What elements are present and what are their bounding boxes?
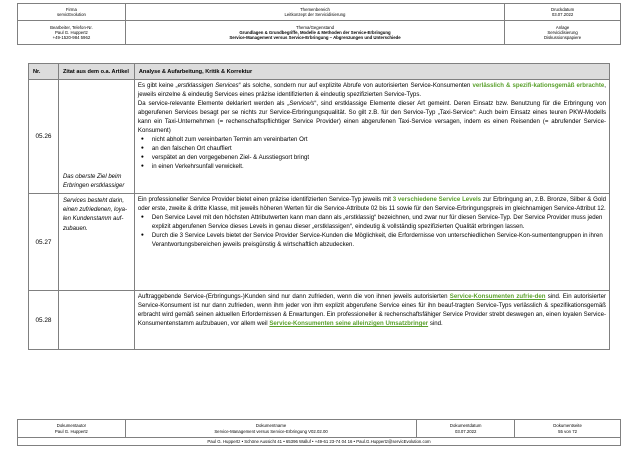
doc-name-value: Service-Management versus Service-Erbringung V02.02.00 xyxy=(214,428,328,434)
page-footer xyxy=(17,419,621,446)
attachment-value-2: Diskussionspapiere xyxy=(543,35,582,41)
analysis-paragraph: Da service-relevante Elemente deklariert werden als „Service/s“, sind erstklassige Elemente dieser Art gemeint. Deren Einsatz bzw. Benutzung für die Erbringung von abgerufenen Services besagt per se nichts zur Service-Erbringungsqualität. So gilt z.B. für den Service-Typ „Taxi-Service“: Auch beim Einsatz eines teuren PKW-Modells kann ein Taxi-Unternehmen (= rechenschaftspflichtiger Service Provider) einen abgerufenen Taxi-Service versagen, indem es einen Reisenden (= abrufender Service-Konsument) xyxy=(137,100,607,134)
doc-page-value: 55 von 72 xyxy=(558,428,577,434)
attachment-label: Anlage xyxy=(555,24,570,30)
company-cell xyxy=(18,4,126,21)
subject-cell xyxy=(125,21,504,45)
author-name: Paul G. Huppertz xyxy=(54,29,88,35)
bullet-list xyxy=(138,135,606,171)
analysis-paragraph: Auftraggebende Service-(Erbringungs-)Kunden sind nur dann zufrieden, wenn die von ihnen jeweils autorisierten Service-Konsumenten zufrie-den sind. Ein autorisierter Service-Konsument ist nur dann zufrieden, wenn ihm jeder von ihm explizit abgerufene Service eines für ihn beauf-tragten Service-Typs verlässlich & spezifikationsgemäß erbracht wird gemäß seinen aktuellen Erfordernissen & Erwartungen. Ein professioneller & rechenschaftsfähiger Service Provider strebt deswegen an, einen loyalen Service-Konsumentenstamm aufzubauen, vor allem weil Service-Konsumenten seine alleinzigen Umsatzbringer sind. xyxy=(137,293,606,327)
analysis-cell xyxy=(134,194,609,291)
quote-cell: Services besteht darin, einen zufriedenen, loya-len Kundenstamm auf-zubauen. xyxy=(58,194,134,291)
highlight: 3 verschiedene Service Levels xyxy=(392,196,482,203)
list-item: ● in einen Verkehrsunfall verwickelt. xyxy=(152,162,606,171)
topic-label: Themenbereich xyxy=(300,6,330,12)
list-item: ● verspätet an den vorgegebenen Ziel- & Ausstiegsort bringt xyxy=(152,153,606,162)
author-label: Bearbeiter, Telefon-Nr. xyxy=(50,24,93,30)
highlight: Service-Konsumenten zufrie-den xyxy=(449,293,546,300)
attachment-value-1: Servicidisierung xyxy=(547,29,578,35)
analysis-cell xyxy=(134,80,609,194)
author-cell xyxy=(18,21,126,45)
page-header xyxy=(17,3,621,45)
doc-author-cell xyxy=(18,420,126,438)
company-value: servicEvolution xyxy=(56,12,86,17)
doc-date-cell xyxy=(417,420,515,438)
col-header-analysis: Analyse & Aufarbeitung, Kritik & Korrektur xyxy=(134,64,609,80)
row-number: 05.26 xyxy=(29,80,59,194)
list-item: ● nicht abholt zum vereinbarten Termin am vereinbarten Ort xyxy=(152,135,606,144)
analysis-table xyxy=(28,63,610,350)
print-date-value: 03.07.2022 xyxy=(551,12,574,17)
list-item: ● Den Service Level mit den höchsten Attributwerten kann man dann als „erstklassig“ bezeichnen, und zwar nur für diesen Service-Typ. Der Service Provider muss jeden explizit abgerufenen Service dieses Levels in genau dieser „erstklassigen“, eindeutig & vollständig spezifizierten Qualität erbringen lassen. xyxy=(152,213,606,231)
row-number: 05.28 xyxy=(29,291,59,350)
doc-author-value: Paul G. Huppertz xyxy=(54,428,88,434)
table-row xyxy=(29,80,610,194)
col-header-quote: Zitat aus dem o.a. Artikel xyxy=(58,64,134,80)
highlight: Service-Konsumenten seine alleinzigen Umsatzbringer xyxy=(269,320,429,327)
highlight: verlässlich & spezifi-kationsgemäß erbrachte xyxy=(472,82,605,89)
print-date-label: Druckdatum xyxy=(550,6,575,12)
subject-line-2: Service-Management versus Service-Erbringung – Abgrenzungen und Unterschiede xyxy=(229,35,401,41)
quote-cell-empty xyxy=(58,291,134,350)
topic-cell xyxy=(125,4,504,21)
doc-page-cell xyxy=(515,420,621,438)
table-row xyxy=(29,194,610,291)
topic-value: Leitkonzept der Servicidisierung xyxy=(284,12,346,17)
bullet-list xyxy=(138,213,606,249)
table-row xyxy=(29,291,610,350)
list-item: ● Durch die 3 Service Levels bietet der Service Provider Service-Kunden die Möglichkeit, die Erfordernisse von unterschiedlichen Service-Kon-sumentengruppen in ihren Verantwortungsbereichen jeweils preisgünstig & wirtschaftlich abzudecken. xyxy=(152,231,606,249)
author-phone: +49-1520-984 5962 xyxy=(52,35,91,41)
doc-page-label: Dokumentseite xyxy=(553,423,582,429)
col-header-nr: Nr. xyxy=(29,64,59,80)
subject-line-1: Grundlagen & Grundbegriffe, Modelle & Methoden der Service-Erbringung xyxy=(239,29,391,35)
doc-author-label: Dokumentautor xyxy=(56,423,87,429)
analysis-cell xyxy=(134,291,609,350)
doc-name-label: Dokumentname xyxy=(255,423,287,429)
doc-name-cell xyxy=(125,420,416,438)
attachment-cell xyxy=(505,21,621,45)
company-label: Firma xyxy=(65,6,77,12)
doc-date-label: Dokumentdatum xyxy=(449,423,482,429)
row-number: 05.27 xyxy=(29,194,59,291)
print-date-cell xyxy=(505,4,621,21)
quote-cell: Das oberste Ziel beim Erbringen erstklassiger xyxy=(58,80,134,194)
subject-label: Thema/Gegenstand xyxy=(296,24,334,30)
list-item: ● an den falschen Ort chauffiert xyxy=(152,144,606,153)
footer-address: Paul G. Huppertz • Schöne Aussicht 41 • 65396 Walluf • +49-61 23-74 04 16 • Paul.G.Huppertz@servicEvolution.com xyxy=(18,438,621,446)
doc-date-value: 03.07.2022 xyxy=(454,428,477,434)
analysis-paragraph: Ein professioneller Service Provider bietet einen präzise identifizierten Service-Typ jeweils mit 3 verschiedene Service Levels zur Erbringung an, z.B. Bronze, Silber & Gold oder erste, zweite & dritte Klasse, mit jeweils höheren Werten für die Service-Attribute 02 bis 11 sowie für den Service-Erbringungspreis im gleichnamigen Service-Attribut 12. xyxy=(137,196,606,212)
analysis-paragraph: Es gibt keine „erstklassigen Services“ als solche, sondern nur auf explizite Abrufe von autorisierten Service-Konsumenten verlässlich & spezifi-kationsgemäß erbrachte, jeweils einzelne & eindeutig Services eines präzise identifizierten & eindeutig spezifizierten Service-Typs. xyxy=(137,82,606,98)
